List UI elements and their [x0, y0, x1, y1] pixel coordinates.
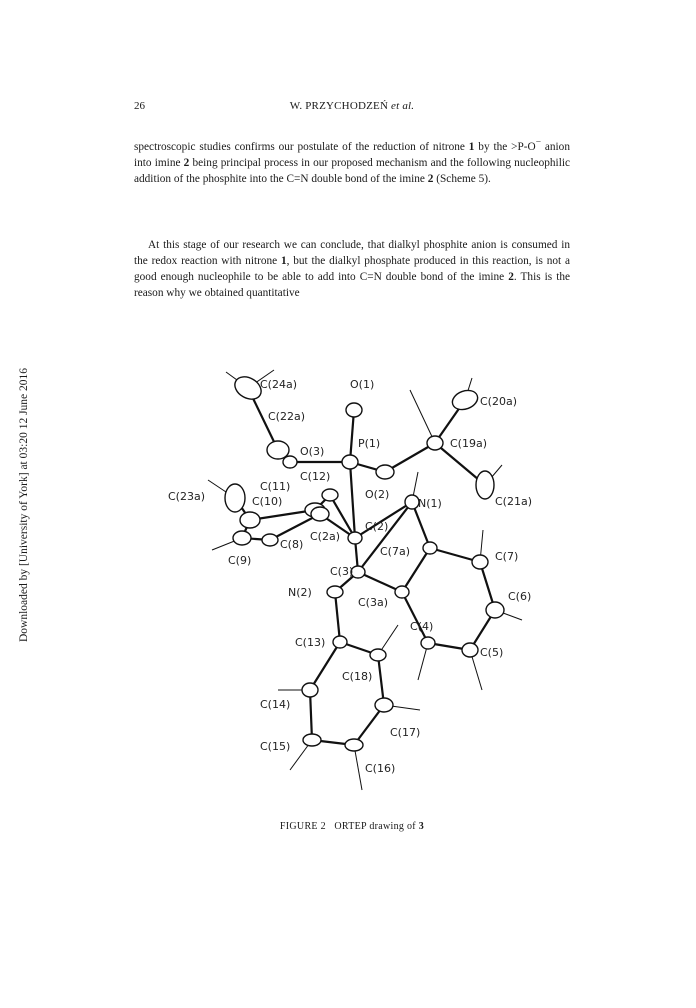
atom-label: N(1) [418, 497, 442, 510]
atom-label: C(16) [365, 762, 396, 775]
page-number: 26 [134, 100, 145, 112]
atom-label: C(20a) [480, 395, 518, 408]
atom-label: C(12) [300, 470, 331, 483]
atom-label: C(9) [228, 554, 252, 567]
atom-label: C(2) [365, 520, 389, 533]
compound-ref: 1 [468, 140, 475, 153]
ortep-figure [150, 350, 550, 810]
hydrogen-bonds [208, 370, 522, 790]
atom-label: O(1) [350, 378, 375, 391]
running-header [134, 100, 570, 116]
atom-label: N(2) [288, 586, 312, 599]
ortep-drawing [150, 350, 550, 810]
figure-caption [134, 821, 570, 832]
atom-label: C(8) [280, 538, 304, 551]
atom-label: C(11) [260, 480, 291, 493]
atom-label: C(2a) [310, 530, 341, 543]
download-watermark: Downloaded by [University of York] at 03:20 12 June 2016 [18, 367, 30, 643]
caption-text: ORTEP drawing of [334, 821, 419, 832]
running-title [134, 100, 570, 112]
atom-label: C(3a) [358, 596, 389, 609]
atom-label: O(3) [300, 445, 325, 458]
atom-labels [168, 378, 532, 775]
atom-label: C(7a) [380, 545, 411, 558]
atom-label: C(22a) [268, 410, 306, 423]
atom-label: C(3) [330, 565, 354, 578]
atom-label: C(5) [480, 646, 504, 659]
caption-compound: 3 [418, 821, 425, 832]
atom-label: P(1) [358, 437, 381, 450]
atom-label: C(24a) [260, 378, 298, 391]
atom-label: C(19a) [450, 437, 488, 450]
atom-label: C(10) [252, 495, 283, 508]
atom-label: C(7) [495, 550, 519, 563]
atom-label: C(6) [508, 590, 532, 603]
compound-ref: 2 [508, 271, 514, 283]
atom-label: C(21a) [495, 495, 533, 508]
atom-label: C(14) [260, 698, 291, 711]
atom-label: C(18) [342, 670, 373, 683]
running-title-etal: et al. [391, 100, 415, 112]
running-title-authors: W. PRZYCHODZEŃ [289, 100, 389, 112]
body-paragraph-1: spectroscopic studies confirms our postulate of the reduction of nitrone 1 by the >P-O− anion into imine 2 being principal process in our proposed mechanism and the following nucleophilic addition of the phosphite into the C=N double bond of the imine 2 (Scheme 5). [134, 138, 570, 185]
atom-label: C(15) [260, 740, 291, 753]
compound-ref: 2 [183, 156, 190, 169]
atom-label: O(2) [365, 488, 390, 501]
compound-ref: 2 [427, 172, 434, 185]
atom-label: C(17) [390, 726, 421, 739]
caption-label: FIGURE 2 [279, 821, 326, 832]
atom-label: C(23a) [168, 490, 206, 503]
atom-label: C(4) [410, 620, 434, 633]
compound-ref: 1 [280, 255, 287, 267]
atom-label: C(13) [295, 636, 326, 649]
body-paragraph-2: At this stage of our research we can conclude, that dialkyl phosphite anion is consumed in the redox reaction with nitrone 1, but the dialkyl phosphate produced in this reaction, is not a good enough nucleophile to be able to add into C=N double bond of the imine 2. This is the reason why we obtained quantitative [134, 239, 570, 299]
